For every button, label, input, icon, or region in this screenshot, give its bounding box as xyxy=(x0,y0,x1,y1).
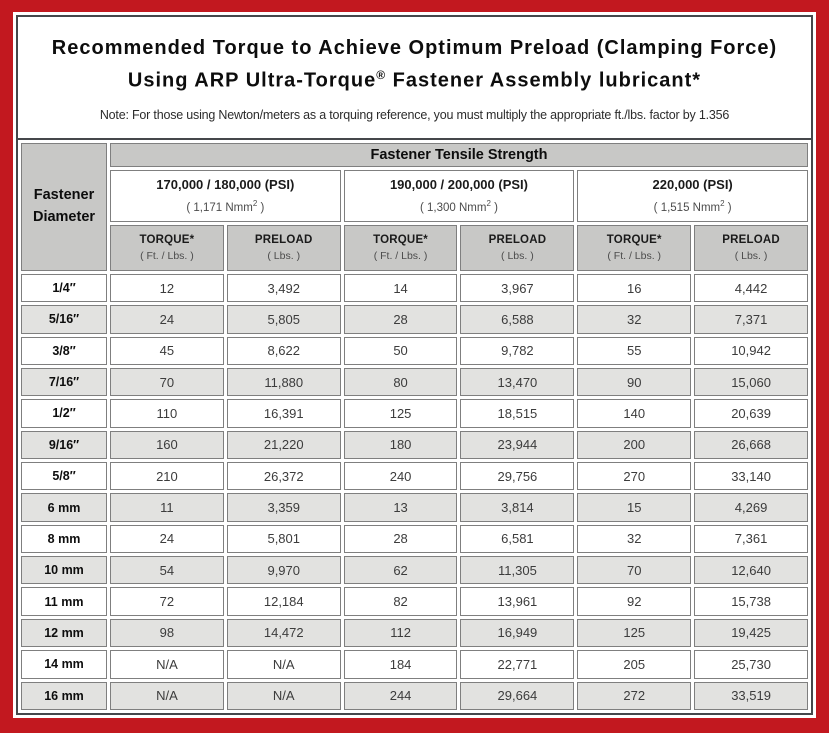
diameter-cell: 14 mm xyxy=(21,650,107,678)
diameter-cell: 12 mm xyxy=(21,619,107,647)
value-cell: 11 xyxy=(110,493,224,521)
value-cell: 3,814 xyxy=(460,493,574,521)
value-cell: 13,961 xyxy=(460,587,574,615)
value-cell: 24 xyxy=(110,305,224,333)
value-cell: 112 xyxy=(344,619,458,647)
value-cell: 72 xyxy=(110,587,224,615)
value-cell: 125 xyxy=(344,399,458,427)
value-cell: N/A xyxy=(110,650,224,678)
value-cell: 22,771 xyxy=(460,650,574,678)
value-cell: 33,519 xyxy=(694,682,808,710)
value-cell: 14 xyxy=(344,274,458,302)
value-cell: 3,492 xyxy=(227,274,341,302)
value-cell: 54 xyxy=(110,556,224,584)
psi-header-row xyxy=(21,170,808,222)
value-cell: 7,371 xyxy=(694,305,808,333)
frame-inner-gap xyxy=(13,12,816,718)
value-cell: N/A xyxy=(227,650,341,678)
superscript-2: 2 xyxy=(252,199,258,209)
value-cell: 15,738 xyxy=(694,587,808,615)
value-cell: N/A xyxy=(227,682,341,710)
nmm-label: ( 1,515 Nmm$^2$ ) xyxy=(653,199,732,215)
table-row xyxy=(21,525,808,553)
value-cell: 3,967 xyxy=(460,274,574,302)
value-cell: 16,391 xyxy=(227,399,341,427)
value-cell: 19,425 xyxy=(694,619,808,647)
value-cell: 90 xyxy=(577,368,691,396)
value-cell: 55 xyxy=(577,337,691,365)
value-cell: 240 xyxy=(344,462,458,490)
value-cell: 9,970 xyxy=(227,556,341,584)
table-row xyxy=(21,462,808,490)
value-cell: 20,639 xyxy=(694,399,808,427)
value-cell: N/A xyxy=(110,682,224,710)
value-cell: 33,140 xyxy=(694,462,808,490)
value-cell: 10,942 xyxy=(694,337,808,365)
value-cell: 7,361 xyxy=(694,525,808,553)
diameter-cell: 1/2″ xyxy=(21,399,107,427)
value-cell: 15,060 xyxy=(694,368,808,396)
diameter-cell: 3/8″ xyxy=(21,337,107,365)
diameter-cell: 16 mm xyxy=(21,682,107,710)
value-cell: 62 xyxy=(344,556,458,584)
value-cell: 21,220 xyxy=(227,431,341,459)
value-cell: 210 xyxy=(110,462,224,490)
value-cell: 3,359 xyxy=(227,493,341,521)
note-text: Note: For those using Newton/meters as a torquing reference, you must multiply the appropriate ft./lbs. factor by 1.356 xyxy=(99,107,730,122)
value-cell: 12 xyxy=(110,274,224,302)
diameter-cell: 5/16″ xyxy=(21,305,107,333)
psi-group-header-190-200 xyxy=(344,170,575,222)
table-row xyxy=(21,587,808,615)
value-cell: 125 xyxy=(577,619,691,647)
diameter-cell: 1/4″ xyxy=(21,274,107,302)
psi-label: 170,000 / 180,000 (PSI) xyxy=(156,177,295,193)
value-cell: 98 xyxy=(110,619,224,647)
value-cell: 110 xyxy=(110,399,224,427)
table-row xyxy=(21,650,808,678)
value-cell: 16 xyxy=(577,274,691,302)
table-row xyxy=(21,399,808,427)
value-cell: 272 xyxy=(577,682,691,710)
value-cell: 205 xyxy=(577,650,691,678)
value-cell: 8,622 xyxy=(227,337,341,365)
value-cell: 28 xyxy=(344,525,458,553)
value-cell: 28 xyxy=(344,305,458,333)
table-row xyxy=(21,493,808,521)
psi-label: 190,000 / 200,000 (PSI) xyxy=(389,177,528,193)
value-cell: 50 xyxy=(344,337,458,365)
table-row xyxy=(21,274,808,302)
title-line-1: Recommended Torque to Achieve Optimum Preload (Clamping Force) xyxy=(51,37,778,59)
value-cell: 24 xyxy=(110,525,224,553)
psi-group-header-220 xyxy=(577,170,808,222)
diameter-cell: 5/8″ xyxy=(21,462,107,490)
fastener-diameter-line1: Fastener xyxy=(33,187,95,204)
preload-header: PRELOAD ( Lbs. ) xyxy=(227,225,341,271)
title-line-2-text: Using ARP Ultra-Torque xyxy=(127,69,377,92)
diameter-cell: 6 mm xyxy=(21,493,107,521)
value-cell: 23,944 xyxy=(460,431,574,459)
preload-header: PRELOAD ( Lbs. ) xyxy=(460,225,574,271)
table-row xyxy=(21,431,808,459)
value-cell: 12,184 xyxy=(227,587,341,615)
value-cell: 15 xyxy=(577,493,691,521)
diameter-cell: 7/16″ xyxy=(21,368,107,396)
value-cell: 32 xyxy=(577,305,691,333)
torque-table xyxy=(18,138,811,713)
table-row xyxy=(21,368,808,396)
value-cell: 12,640 xyxy=(694,556,808,584)
diameter-cell: 10 mm xyxy=(21,556,107,584)
title-line-2-suffix: Fastener Assembly lubricant* xyxy=(386,69,702,92)
value-cell: 14,472 xyxy=(227,619,341,647)
table-row xyxy=(21,682,808,710)
torque-table-wrap xyxy=(18,138,811,713)
value-cell: 6,588 xyxy=(460,305,574,333)
value-cell: 244 xyxy=(344,682,458,710)
value-cell: 70 xyxy=(577,556,691,584)
subheader-row xyxy=(21,225,808,271)
value-cell: 11,305 xyxy=(460,556,574,584)
psi-group-header-170-180 xyxy=(110,170,341,222)
value-cell: 4,442 xyxy=(694,274,808,302)
value-cell: 270 xyxy=(577,462,691,490)
value-cell: 11,880 xyxy=(227,368,341,396)
value-cell: 26,372 xyxy=(227,462,341,490)
psi-label: 220,000 (PSI) xyxy=(652,177,733,193)
tensile-strength-header: Fastener Tensile Strength xyxy=(110,143,808,167)
diameter-cell: 9/16″ xyxy=(21,431,107,459)
value-cell: 92 xyxy=(577,587,691,615)
diameter-cell: 8 mm xyxy=(21,525,107,553)
torque-header: TORQUE* ( Ft. / Lbs. ) xyxy=(110,225,224,271)
value-cell: 32 xyxy=(577,525,691,553)
superscript-2: 2 xyxy=(486,199,491,209)
tensile-header-row xyxy=(21,143,808,167)
value-cell: 26,668 xyxy=(694,431,808,459)
torque-header: TORQUE* ( Ft. / Lbs. ) xyxy=(577,225,691,271)
value-cell: 5,801 xyxy=(227,525,341,553)
value-cell: 18,515 xyxy=(460,399,574,427)
table-row xyxy=(21,619,808,647)
nmm-label: ( 1,171 Nmm$^2$ ) xyxy=(186,199,265,215)
value-cell: 200 xyxy=(577,431,691,459)
value-cell: 9,782 xyxy=(460,337,574,365)
preload-header: PRELOAD ( Lbs. ) xyxy=(694,225,808,271)
value-cell: 70 xyxy=(110,368,224,396)
table-row xyxy=(21,337,808,365)
value-cell: 80 xyxy=(344,368,458,396)
value-cell: 29,756 xyxy=(460,462,574,490)
diameter-cell: 11 mm xyxy=(21,587,107,615)
table-row xyxy=(21,556,808,584)
value-cell: 4,269 xyxy=(694,493,808,521)
superscript-2: 2 xyxy=(720,199,725,209)
value-cell: 45 xyxy=(110,337,224,365)
value-cell: 13 xyxy=(344,493,458,521)
table-row xyxy=(21,305,808,333)
value-cell: 140 xyxy=(577,399,691,427)
value-cell: 82 xyxy=(344,587,458,615)
fastener-diameter-header xyxy=(21,143,107,271)
value-cell: 5,805 xyxy=(227,305,341,333)
value-cell: 16,949 xyxy=(460,619,574,647)
torque-header: TORQUE* ( Ft. / Lbs. ) xyxy=(344,225,458,271)
value-cell: 13,470 xyxy=(460,368,574,396)
chart-title xyxy=(18,17,811,138)
content-panel xyxy=(16,15,813,715)
nmm-label: ( 1,300 Nmm$^2$ ) xyxy=(420,199,498,215)
fastener-diameter-line2: Diameter xyxy=(32,208,96,225)
value-cell: 180 xyxy=(344,431,458,459)
value-cell: 6,581 xyxy=(460,525,574,553)
value-cell: 160 xyxy=(110,431,224,459)
value-cell: 29,664 xyxy=(460,682,574,710)
value-cell: 25,730 xyxy=(694,650,808,678)
value-cell: 184 xyxy=(344,650,458,678)
title-line-2 xyxy=(26,68,803,93)
registered-mark: ® xyxy=(376,67,387,82)
